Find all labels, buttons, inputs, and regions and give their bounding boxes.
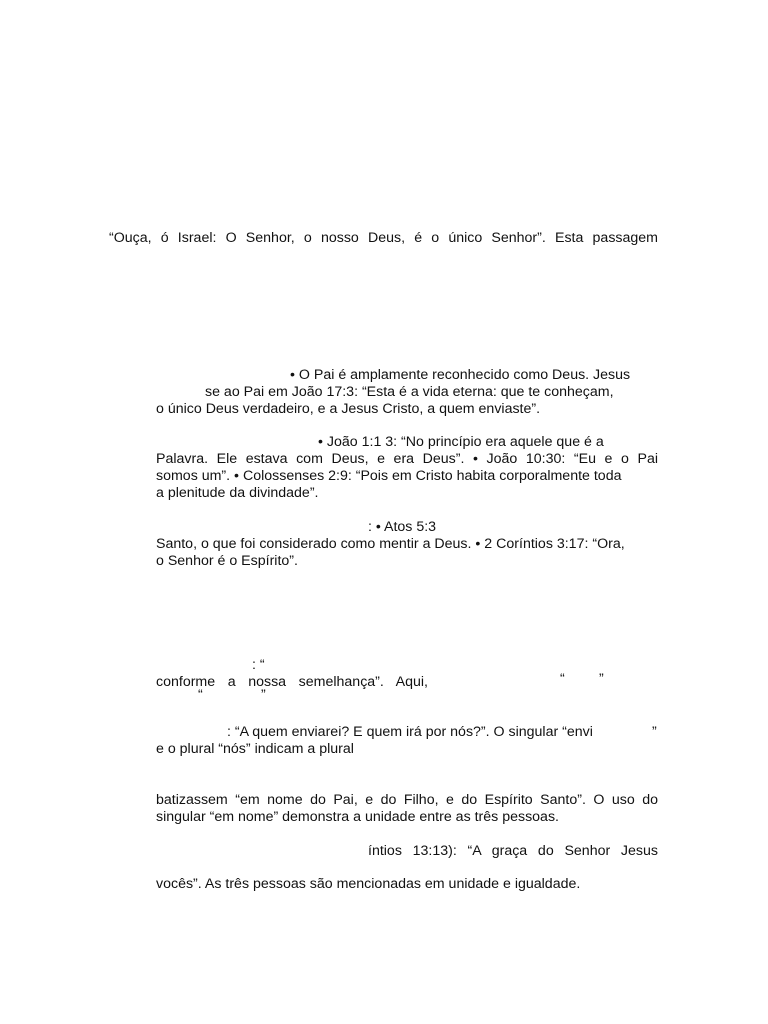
text-line: : “A quem enviarei? E quem irá por nós?”. O singular “envi: [227, 724, 593, 740]
text-line: : • Atos 5:3: [368, 519, 437, 535]
text-line: • O Pai é amplamente reconhecido como Deus. Jesus: [290, 367, 631, 383]
text-line: e o plural “nós” indicam a plural: [156, 741, 354, 757]
text-line: “Ouça, ó Israel: O Senhor, o nosso Deus, é o único Senhor”. Esta passagem: [109, 230, 658, 246]
text-line: singular “em nome” demonstra a unidade entre as três pessoas.: [156, 809, 559, 825]
text-line: se ao Pai em João 17:3: “Esta é a vida eterna: que te conheçam,: [205, 384, 614, 400]
text-line: batizassem “em nome do Pai, e do Filho, e do Espírito Santo”. O uso do: [156, 792, 658, 808]
text-line: conforme a nossa semelhança”. Aqui,: [156, 674, 428, 690]
text-line: • João 1:1 3: “No princípio era aquele que é a: [318, 434, 604, 450]
text-line: : “: [252, 657, 265, 673]
text-line: “: [198, 687, 203, 703]
text-line: o Senhor é o Espírito”.: [156, 553, 298, 569]
text-line: ”: [652, 724, 657, 740]
text-line: vocês”. As três pessoas são mencionadas em unidade e igualdade.: [156, 876, 581, 892]
text-line: ”: [261, 687, 266, 703]
text-line: ”: [599, 671, 604, 687]
text-line: a plenitude da divindade”.: [156, 485, 319, 501]
text-line: Santo, o que foi considerado como mentir a Deus. • 2 Coríntios 3:17: “Ora,: [156, 536, 625, 552]
text-line: somos um”. • Colossenses 2:9: “Pois em Cristo habita corporalmente toda: [156, 468, 622, 484]
text-line: Palavra. Ele estava com Deus, e era Deus”. • João 10:30: “Eu e o Pai: [156, 451, 658, 467]
text-line: íntios 13:13): “A graça do Senhor Jesus: [368, 843, 658, 859]
text-line: “: [560, 671, 565, 687]
text-line: o único Deus verdadeiro, e a Jesus Cristo, a quem enviaste”.: [156, 401, 541, 417]
